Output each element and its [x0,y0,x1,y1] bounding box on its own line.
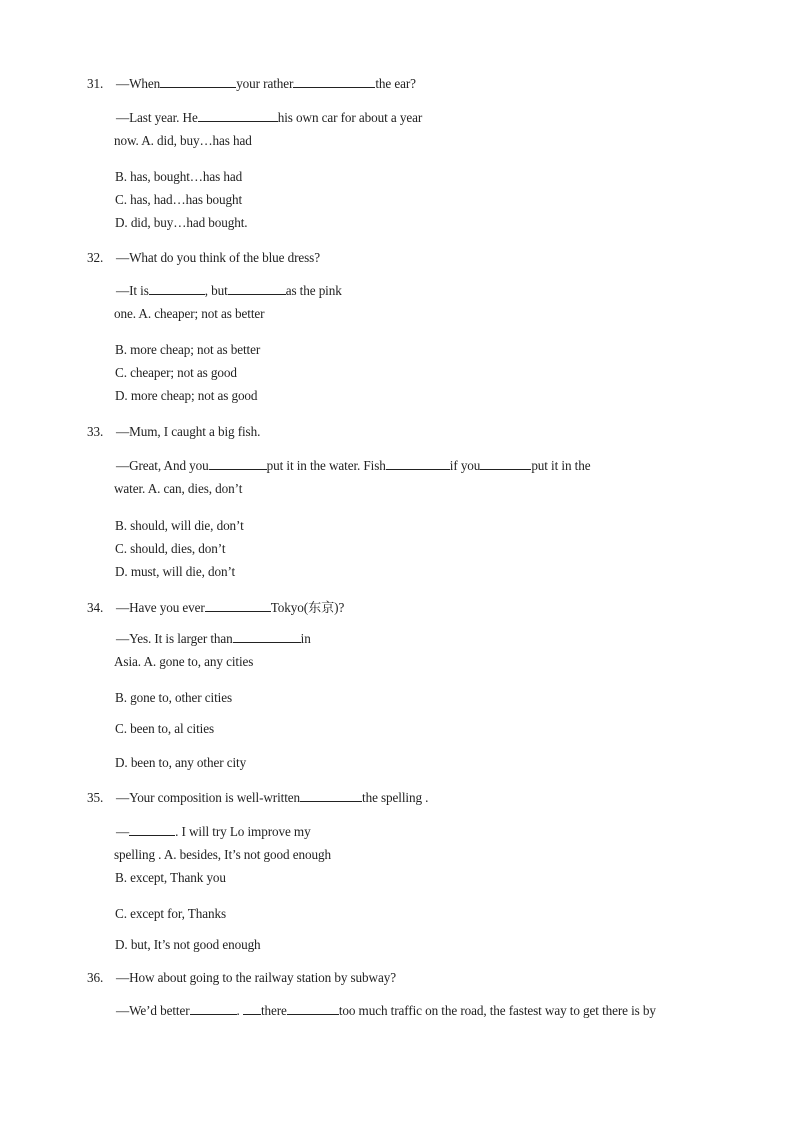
response-text: put it in the [531,458,591,473]
answer-option: D. must, will die, don’t [115,564,236,579]
answer-blank [293,76,375,88]
response-text: there [260,1003,287,1018]
response-continuation: now. A. did, buy…has had [114,133,252,148]
response-text: in [300,631,311,646]
question-stem [116,76,416,92]
response-text: —We’d better [116,1003,190,1018]
answer-option: D. but, It’s not good enough [115,937,261,952]
question-response [116,1003,656,1019]
answer-option: B. more cheap; not as better [115,342,261,357]
response-continuation: one. A. cheaper; not as better [114,306,265,321]
answer-blank [160,76,236,88]
answer-blank [198,110,278,122]
response-text: too much traffic on the road, the fastest way to get there is by [338,1003,656,1018]
question-response [116,283,342,299]
answer-option: B. should, will die, don’t [115,518,244,533]
stem-text: —Have you ever [116,600,205,615]
question-response [116,631,311,647]
question-stem [116,790,428,806]
answer-blank [190,1003,237,1015]
answer-blank [149,283,205,295]
answer-option: D. did, buy…had bought. [115,215,248,230]
answer-blank [228,283,286,295]
response-continuation: spelling . A. besides, It’s not good enough [114,847,331,862]
answer-option: D. been to, any other city [115,755,247,770]
stem-text: —Your composition is well-written [116,790,301,805]
answer-option: C. should, dies, don’t [115,541,226,556]
answer-blank [480,458,531,470]
question-stem: —Mum, I caught a big fish. [116,424,261,439]
answer-blank [243,1003,261,1015]
answer-option: C. except for, Thanks [115,906,227,921]
stem-text: your rather [236,76,294,91]
stem-text: —When [116,76,161,91]
answer-option: C. been to, al cities [115,721,214,736]
answer-blank [129,824,175,836]
response-text: . [236,1003,243,1018]
question-response [116,110,422,126]
response-text: , but [204,283,228,298]
response-continuation: water. A. can, dies, don’t [114,481,243,496]
answer-option: B. has, bought…has had [115,169,243,184]
answer-blank [209,458,267,470]
question-stem [116,600,344,616]
answer-option: B. except, Thank you [115,870,226,885]
question-stem: —How about going to the railway station by subway? [116,970,396,985]
response-text: —Last year. He [116,110,198,125]
response-text: as the pink [285,283,342,298]
answer-option: C. cheaper; not as good [115,365,237,380]
question-number: 34. [87,600,104,615]
question-number: 31. [87,76,104,91]
response-text: —Great, And you [116,458,209,473]
response-text: —It is [116,283,149,298]
question-response [116,824,311,840]
response-continuation: Asia. A. gone to, any cities [114,654,254,669]
response-text: . I will try Lo improve my [175,824,311,839]
stem-text: Tokyo(东京)? [270,600,345,615]
stem-text: the ear? [375,76,416,91]
stem-text: the spelling . [362,790,429,805]
answer-option: C. has, had…has bought [115,192,243,207]
response-text: — [116,824,130,839]
response-text: his own car for about a year [277,110,423,125]
answer-blank [386,458,450,470]
question-response [116,458,590,474]
question-number: 35. [87,790,104,805]
question-number: 32. [87,250,104,265]
question-number: 33. [87,424,104,439]
question-stem: —What do you think of the blue dress? [116,250,320,265]
question-number: 36. [87,970,104,985]
answer-option: B. gone to, other cities [115,690,232,705]
answer-blank [287,1003,339,1015]
answer-option: D. more cheap; not as good [115,388,258,403]
answer-blank [233,631,301,643]
answer-blank [300,790,362,802]
response-text: put it in the water. Fish [266,458,386,473]
response-text: if you [449,458,481,473]
response-text: —Yes. It is larger than [116,631,233,646]
answer-blank [205,600,271,612]
